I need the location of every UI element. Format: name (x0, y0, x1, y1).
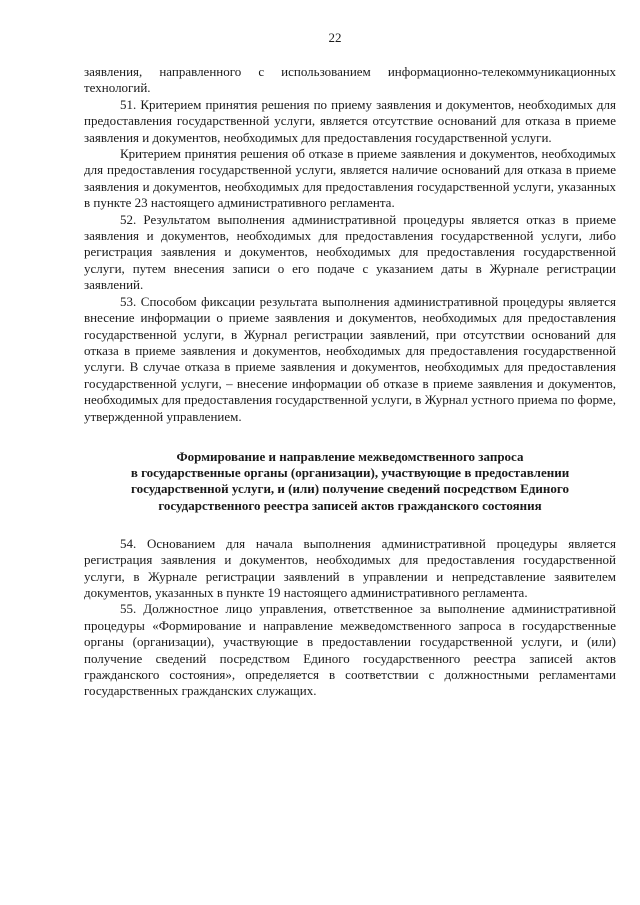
section-heading-line-1: Формирование и направление межведомственного запроса (176, 448, 524, 464)
page-number: 22 (328, 30, 342, 45)
section-heading-line-4: государственного реестра записей актов гражданского состояния (158, 497, 542, 513)
paragraph-51-refusal: Критерием принятия решения об отказе в приеме заявления и документов, необходимых для предоставления государственной услуги, является наличие оснований для отказа в приеме заявления и документов, необходимых для предоставления государственной услуги, указанных в пункте 23 настоящего административного регламента. (84, 146, 616, 211)
paragraph-55: 55. Должностное лицо управления, ответственное за выполнение административной процедуры «Формирование и направление межведомственного запроса в государственные органы (организации), участвующие в предоставлении государственной услуги, и (или) получение сведений посредством Единого государственного реестра записей актов гражданского состояния», определяется в соответствии с должностными регламентами государственных гражданских служащих. (84, 601, 616, 699)
document-page (84, 30, 616, 700)
paragraph-54: 54. Основанием для начала выполнения административной процедуры является регистрация заявления и документов, необходимых для предоставления государственной услуги, в Журнале регистрации заявлений в управлении и непредставление заявителем документов, указанных в пункте 19 настоящего административного регламента. (84, 535, 616, 600)
paragraph-53: 53. Способом фиксации результата выполнения административной процедуры является внесение информации о приеме заявления и документов, необходимых для предоставления государственной услуги, в Журнал регистрации заявлений, при отсутствии оснований для отказа в приеме заявления и документов, необходимых для предоставления государственной услуги. В случае отказа в приеме заявления и документов, необходимых для предоставления государственной услуги, – внесение информации об отказе в приеме заявления и документов, необходимых для предоставления государственной услуги, в Журнал устного приема по форме, утвержденной управлением. (84, 293, 616, 424)
section-heading (94, 449, 606, 514)
section-heading-line-2: в государственные органы (организации), участвующие в предоставлении (130, 465, 570, 481)
section-heading-line-3: государственной услуги, и (или) получение сведений посредством Единого (131, 481, 569, 497)
paragraph-51: 51. Критерием принятия решения по приему заявления и документов, необходимых для предоставления государственной услуги, является отсутствие оснований для отказа в приеме заявления и документов, необходимых для предоставления государственной услуги. (84, 96, 616, 145)
paragraph-52: 52. Результатом выполнения административной процедуры является отказ в приеме заявления и документов, необходимых для предоставления государственной услуги, либо регистрация заявления и документов, необходимых для предоставления государственной услуги, путем внесения записи о его подаче с указанием даты в Журнале регистрации заявлений. (84, 211, 616, 293)
paragraph-continuation: заявления, направленного с использованием информационно-телекоммуникационных технологий. (84, 64, 616, 96)
